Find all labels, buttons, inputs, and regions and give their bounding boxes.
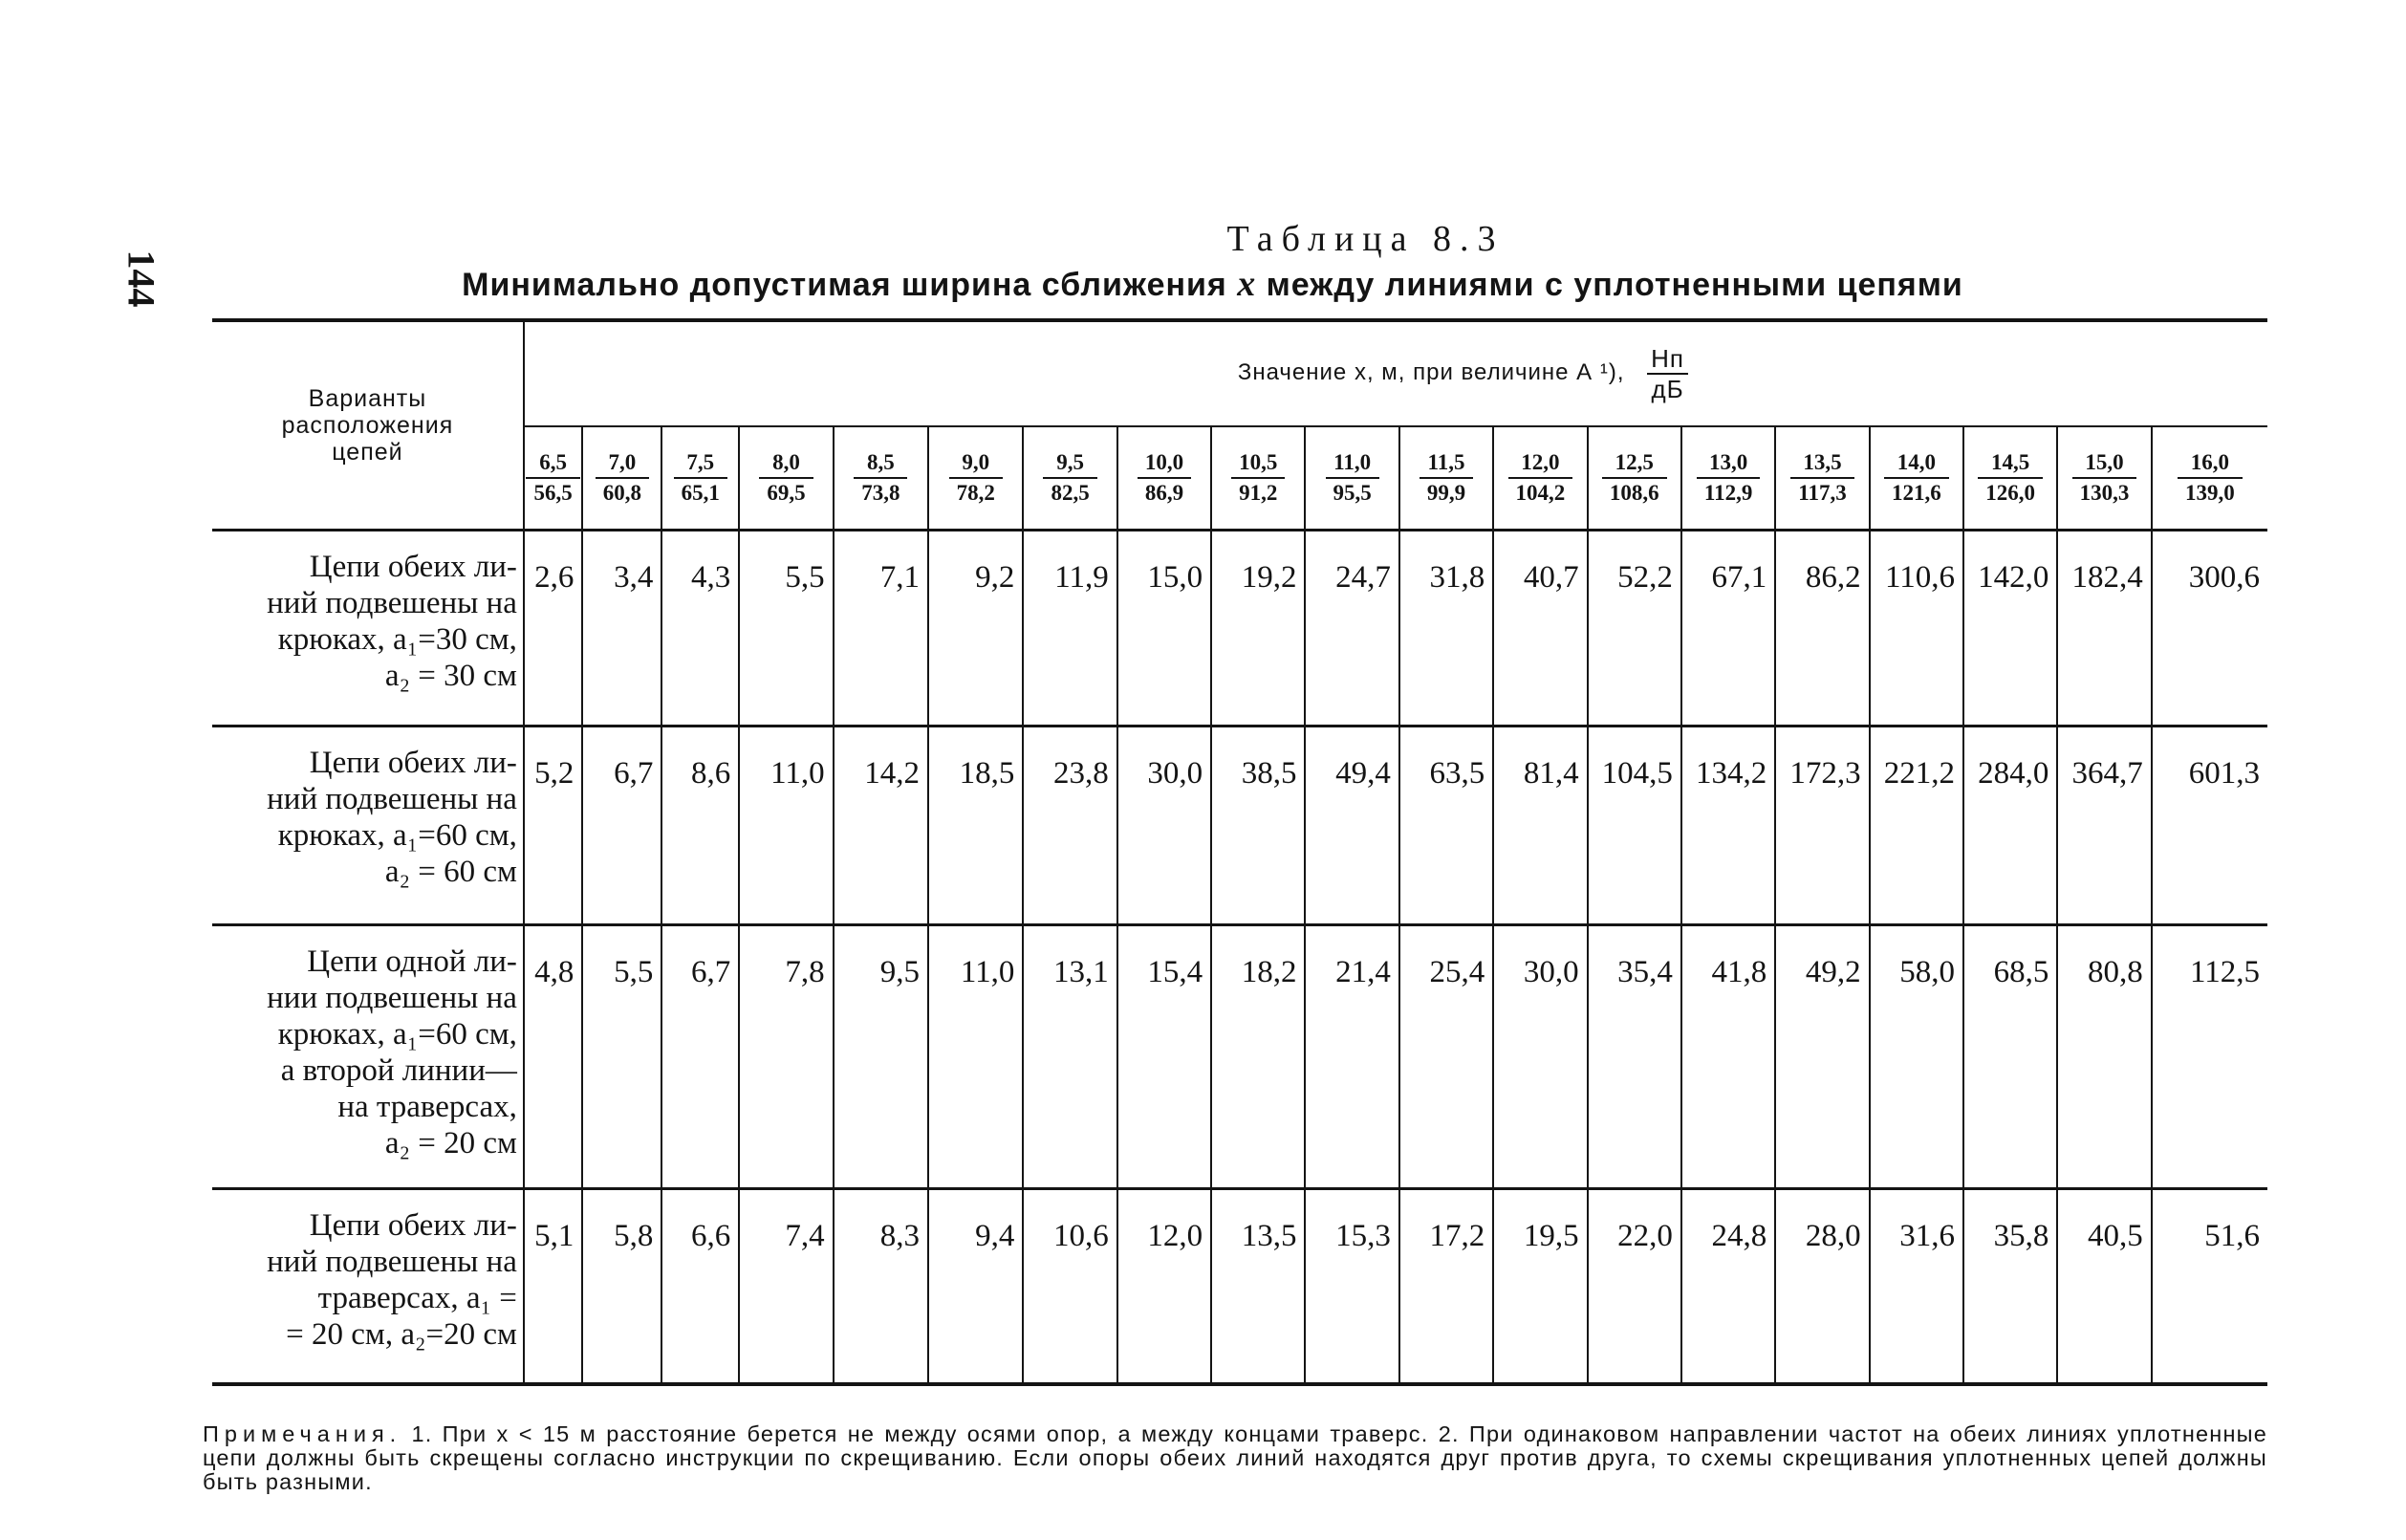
column-header-db: 117,3 [1790,477,1853,508]
table-cell: 38,5 [1211,727,1305,925]
header-row-top [212,320,2267,426]
table-cell: 58,0 [1870,925,1963,1189]
table-row [212,925,2267,1189]
column-header-14 [1775,426,1869,531]
table-cell: 17,2 [1399,1189,1493,1384]
column-header-db: 56,5 [526,477,579,508]
table-cell: 18,5 [928,727,1023,925]
table-cell: 19,5 [1493,1189,1587,1384]
table-cell: 104,5 [1588,727,1681,925]
table-cell: 80,8 [2057,925,2151,1189]
table-cell: 5,5 [739,531,833,727]
value-span-header [524,320,2267,426]
column-header-1 [582,426,661,531]
column-header-db: 121,6 [1884,477,1949,508]
column-header-np: 8,5 [866,450,895,474]
column-header-fraction [1043,448,1096,508]
column-header-7 [1117,426,1211,531]
column-header-fraction [1790,448,1853,508]
table-cell: 11,0 [739,727,833,925]
column-header-db: 95,5 [1326,477,1379,508]
table-cell: 221,2 [1870,727,1963,925]
table-cell: 601,3 [2152,727,2267,925]
column-header-18 [2152,426,2267,531]
column-header-fraction [1138,448,1191,508]
column-header-10 [1399,426,1493,531]
column-header-np: 7,0 [608,450,637,474]
table-cell: 172,3 [1775,727,1869,925]
column-header-12 [1588,426,1681,531]
column-header-fraction [2178,448,2243,508]
unit-denominator: дБ [1647,373,1687,403]
column-header-db: 112,9 [1697,477,1760,508]
table-cell: 35,4 [1588,925,1681,1189]
column-header-fraction [854,448,907,508]
column-header-np: 15,0 [2085,450,2124,474]
table-title [210,263,2215,305]
unit-numerator: Нп [1651,344,1685,373]
column-header-np: 10,5 [1239,450,1278,474]
column-header-16 [1963,426,2057,531]
table-cell: 31,6 [1870,1189,1963,1384]
table-cell: 5,8 [582,1189,661,1384]
table-cell: 6,7 [582,727,661,925]
table-cell: 10,6 [1023,1189,1116,1384]
table-cell: 7,1 [834,531,928,727]
table-cell: 22,0 [1588,1189,1681,1384]
column-header-8 [1211,426,1305,531]
value-span-header-inner [1237,344,1688,403]
table-cell: 13,1 [1023,925,1116,1189]
table-cell: 23,8 [1023,727,1116,925]
table-cell: 4,8 [524,925,582,1189]
table-cell: 8,3 [834,1189,928,1384]
table-cell: 68,5 [1963,925,2057,1189]
column-header-fraction [526,448,579,508]
table-cell: 15,0 [1117,531,1211,727]
table-cell: 35,8 [1963,1189,2057,1384]
table-cell: 40,7 [1493,531,1587,727]
table-cell: 3,4 [582,531,661,727]
column-header-db: 78,2 [949,477,1003,508]
column-header-0 [524,426,582,531]
page-number: 144 [119,249,163,308]
column-header-17 [2057,426,2151,531]
row-label-text: Цепи обеих ли- ний подвешены на крюках, a₁=30 см, a₂ = 30 см [267,550,517,693]
column-header-13 [1681,426,1775,531]
column-header-np: 11,5 [1427,450,1465,474]
data-table [212,318,2267,1386]
variants-header [212,320,524,531]
column-header-5 [928,426,1023,531]
column-header-fraction [1978,448,2043,508]
column-header-fraction [674,448,727,508]
column-header-fraction [949,448,1003,508]
table-cell: 9,5 [834,925,928,1189]
table-cell: 300,6 [2152,531,2267,727]
column-header-fraction [759,448,813,508]
column-header-fraction [2072,448,2137,508]
table-cell: 14,2 [834,727,928,925]
table-cell: 6,7 [661,925,739,1189]
column-header-db: 99,9 [1420,477,1473,508]
table-caption [0,218,2406,260]
column-header-np: 13,0 [1708,450,1748,474]
table-cell: 49,4 [1305,727,1398,925]
column-header-fraction [1420,448,1473,508]
notes [203,1422,2267,1494]
table-cell: 12,0 [1117,1189,1211,1384]
table-cell: 13,5 [1211,1189,1305,1384]
table-title-variable: x [1237,264,1257,304]
row-label-text: Цепи одной ли- нии подвешены на крюках, a₁=60 см, а второй линии— на траверсах, a₂ = 20 см [267,944,517,1160]
table-cell: 5,1 [524,1189,582,1384]
column-header-np: 16,0 [2190,450,2229,474]
table-cell: 112,5 [2152,925,2267,1189]
table-cell: 11,0 [928,925,1023,1189]
table-cell: 110,6 [1870,531,1963,727]
column-header-db: 73,8 [854,477,907,508]
column-header-db: 91,2 [1231,477,1285,508]
column-header-fraction [1231,448,1285,508]
table-cell: 40,5 [2057,1189,2151,1384]
notes-text: 1. При x < 15 м расстояние берется не между осями опор, а между концами траверс. 2. При одинаковом направлении частот на обеих линиях уплотненные цепи должны быть скрещены согласно инструкции по скрещиванию. Если опоры обеих линий находятся друг против друга, то схемы скрещивания уплотненных цепей должны быть разными. [203,1421,2267,1494]
table-cell: 11,9 [1023,531,1116,727]
column-header-9 [1305,426,1398,531]
column-header-4 [834,426,928,531]
table-caption-text: Таблица 8.3 [1226,219,1505,259]
column-header-np: 10,0 [1144,450,1184,474]
column-header-fraction [1508,448,1573,508]
column-header-np: 7,5 [686,450,715,474]
table-cell: 2,6 [524,531,582,727]
row-label-text: Цепи обеих ли- ний подвешены на траверсах, a₁ = = 20 см, a₂=20 см [267,1208,517,1352]
table-cell: 41,8 [1681,925,1775,1189]
table-cell: 24,7 [1305,531,1398,727]
table-cell: 30,0 [1117,727,1211,925]
column-header-15 [1870,426,1963,531]
table-cell: 86,2 [1775,531,1869,727]
column-header-np: 9,0 [962,450,990,474]
table-row [212,727,2267,925]
column-header-fraction [596,448,649,508]
table-cell: 49,2 [1775,925,1869,1189]
column-header-db: 60,8 [596,477,649,508]
column-header-np: 9,5 [1056,450,1084,474]
row-label [212,925,524,1189]
table-cell: 9,4 [928,1189,1023,1384]
column-header-db: 139,0 [2178,477,2243,508]
column-header-db: 82,5 [1043,477,1096,508]
column-header-db: 65,1 [674,477,727,508]
column-header-db: 69,5 [759,477,813,508]
table-cell: 19,2 [1211,531,1305,727]
column-header-fraction [1697,448,1760,508]
column-header-np: 14,0 [1897,450,1936,474]
column-header-db: 108,6 [1602,477,1667,508]
table-cell: 81,4 [1493,727,1587,925]
table-cell: 134,2 [1681,727,1775,925]
table-cell: 67,1 [1681,531,1775,727]
table-cell: 15,4 [1117,925,1211,1189]
table-cell: 5,2 [524,727,582,925]
table-cell: 28,0 [1775,1189,1869,1384]
column-header-np: 12,5 [1615,450,1654,474]
table-cell: 21,4 [1305,925,1398,1189]
column-header-db: 126,0 [1978,477,2043,508]
table-cell: 364,7 [2057,727,2151,925]
unit-fraction [1647,344,1688,403]
table-cell: 7,8 [739,925,833,1189]
table-cell: 142,0 [1963,531,2057,727]
table-cell: 5,5 [582,925,661,1189]
column-header-np: 8,0 [772,450,800,474]
row-label [212,727,524,925]
column-header-fraction [1326,448,1379,508]
row-label [212,531,524,727]
column-header-db: 104,2 [1508,477,1573,508]
table-cell: 52,2 [1588,531,1681,727]
table-title-before: Минимально допустимая ширина сближения [462,267,1227,303]
table-cell: 63,5 [1399,727,1493,925]
column-header-np: 13,5 [1803,450,1842,474]
table-cell: 24,8 [1681,1189,1775,1384]
column-header-6 [1023,426,1116,531]
notes-label: Примечания. [203,1421,402,1446]
column-header-2 [661,426,739,531]
table-cell: 15,3 [1305,1189,1398,1384]
table-cell: 9,2 [928,531,1023,727]
column-header-fraction [1602,448,1667,508]
column-header-db: 130,3 [2072,477,2137,508]
table-cell: 284,0 [1963,727,2057,925]
table-row [212,531,2267,727]
table-cell: 18,2 [1211,925,1305,1189]
variants-header-label: Варианты расположения цепей [281,385,454,466]
table-row [212,1189,2267,1384]
column-header-db: 86,9 [1138,477,1191,508]
table-cell: 182,4 [2057,531,2151,727]
column-header-np: 6,5 [539,450,567,474]
table-title-after: между линиями с уплотненными цепями [1266,267,1963,303]
table-cell: 51,6 [2204,1219,2260,1253]
column-header-fraction [1884,448,1949,508]
table-cell: 25,4 [1399,925,1493,1189]
column-header-np: 11,0 [1333,450,1372,474]
column-header-np: 12,0 [1521,450,1560,474]
column-header-3 [739,426,833,531]
table-cell: 6,6 [661,1189,739,1384]
row-label [212,1189,524,1384]
value-span-label: Значение x, м, при величине А ¹), [1237,359,1625,386]
table-cell: 7,4 [739,1189,833,1384]
column-header-np: 14,5 [1991,450,2030,474]
table-cell: 4,3 [661,531,739,727]
row-label-text: Цепи обеих ли- ний подвешены на крюках, a₁=60 см, a₂ = 60 см [267,746,517,889]
column-header-11 [1493,426,1587,531]
table-cell: 8,6 [661,727,739,925]
table-cell: 31,8 [1399,531,1493,727]
table-cell: 30,0 [1493,925,1587,1189]
